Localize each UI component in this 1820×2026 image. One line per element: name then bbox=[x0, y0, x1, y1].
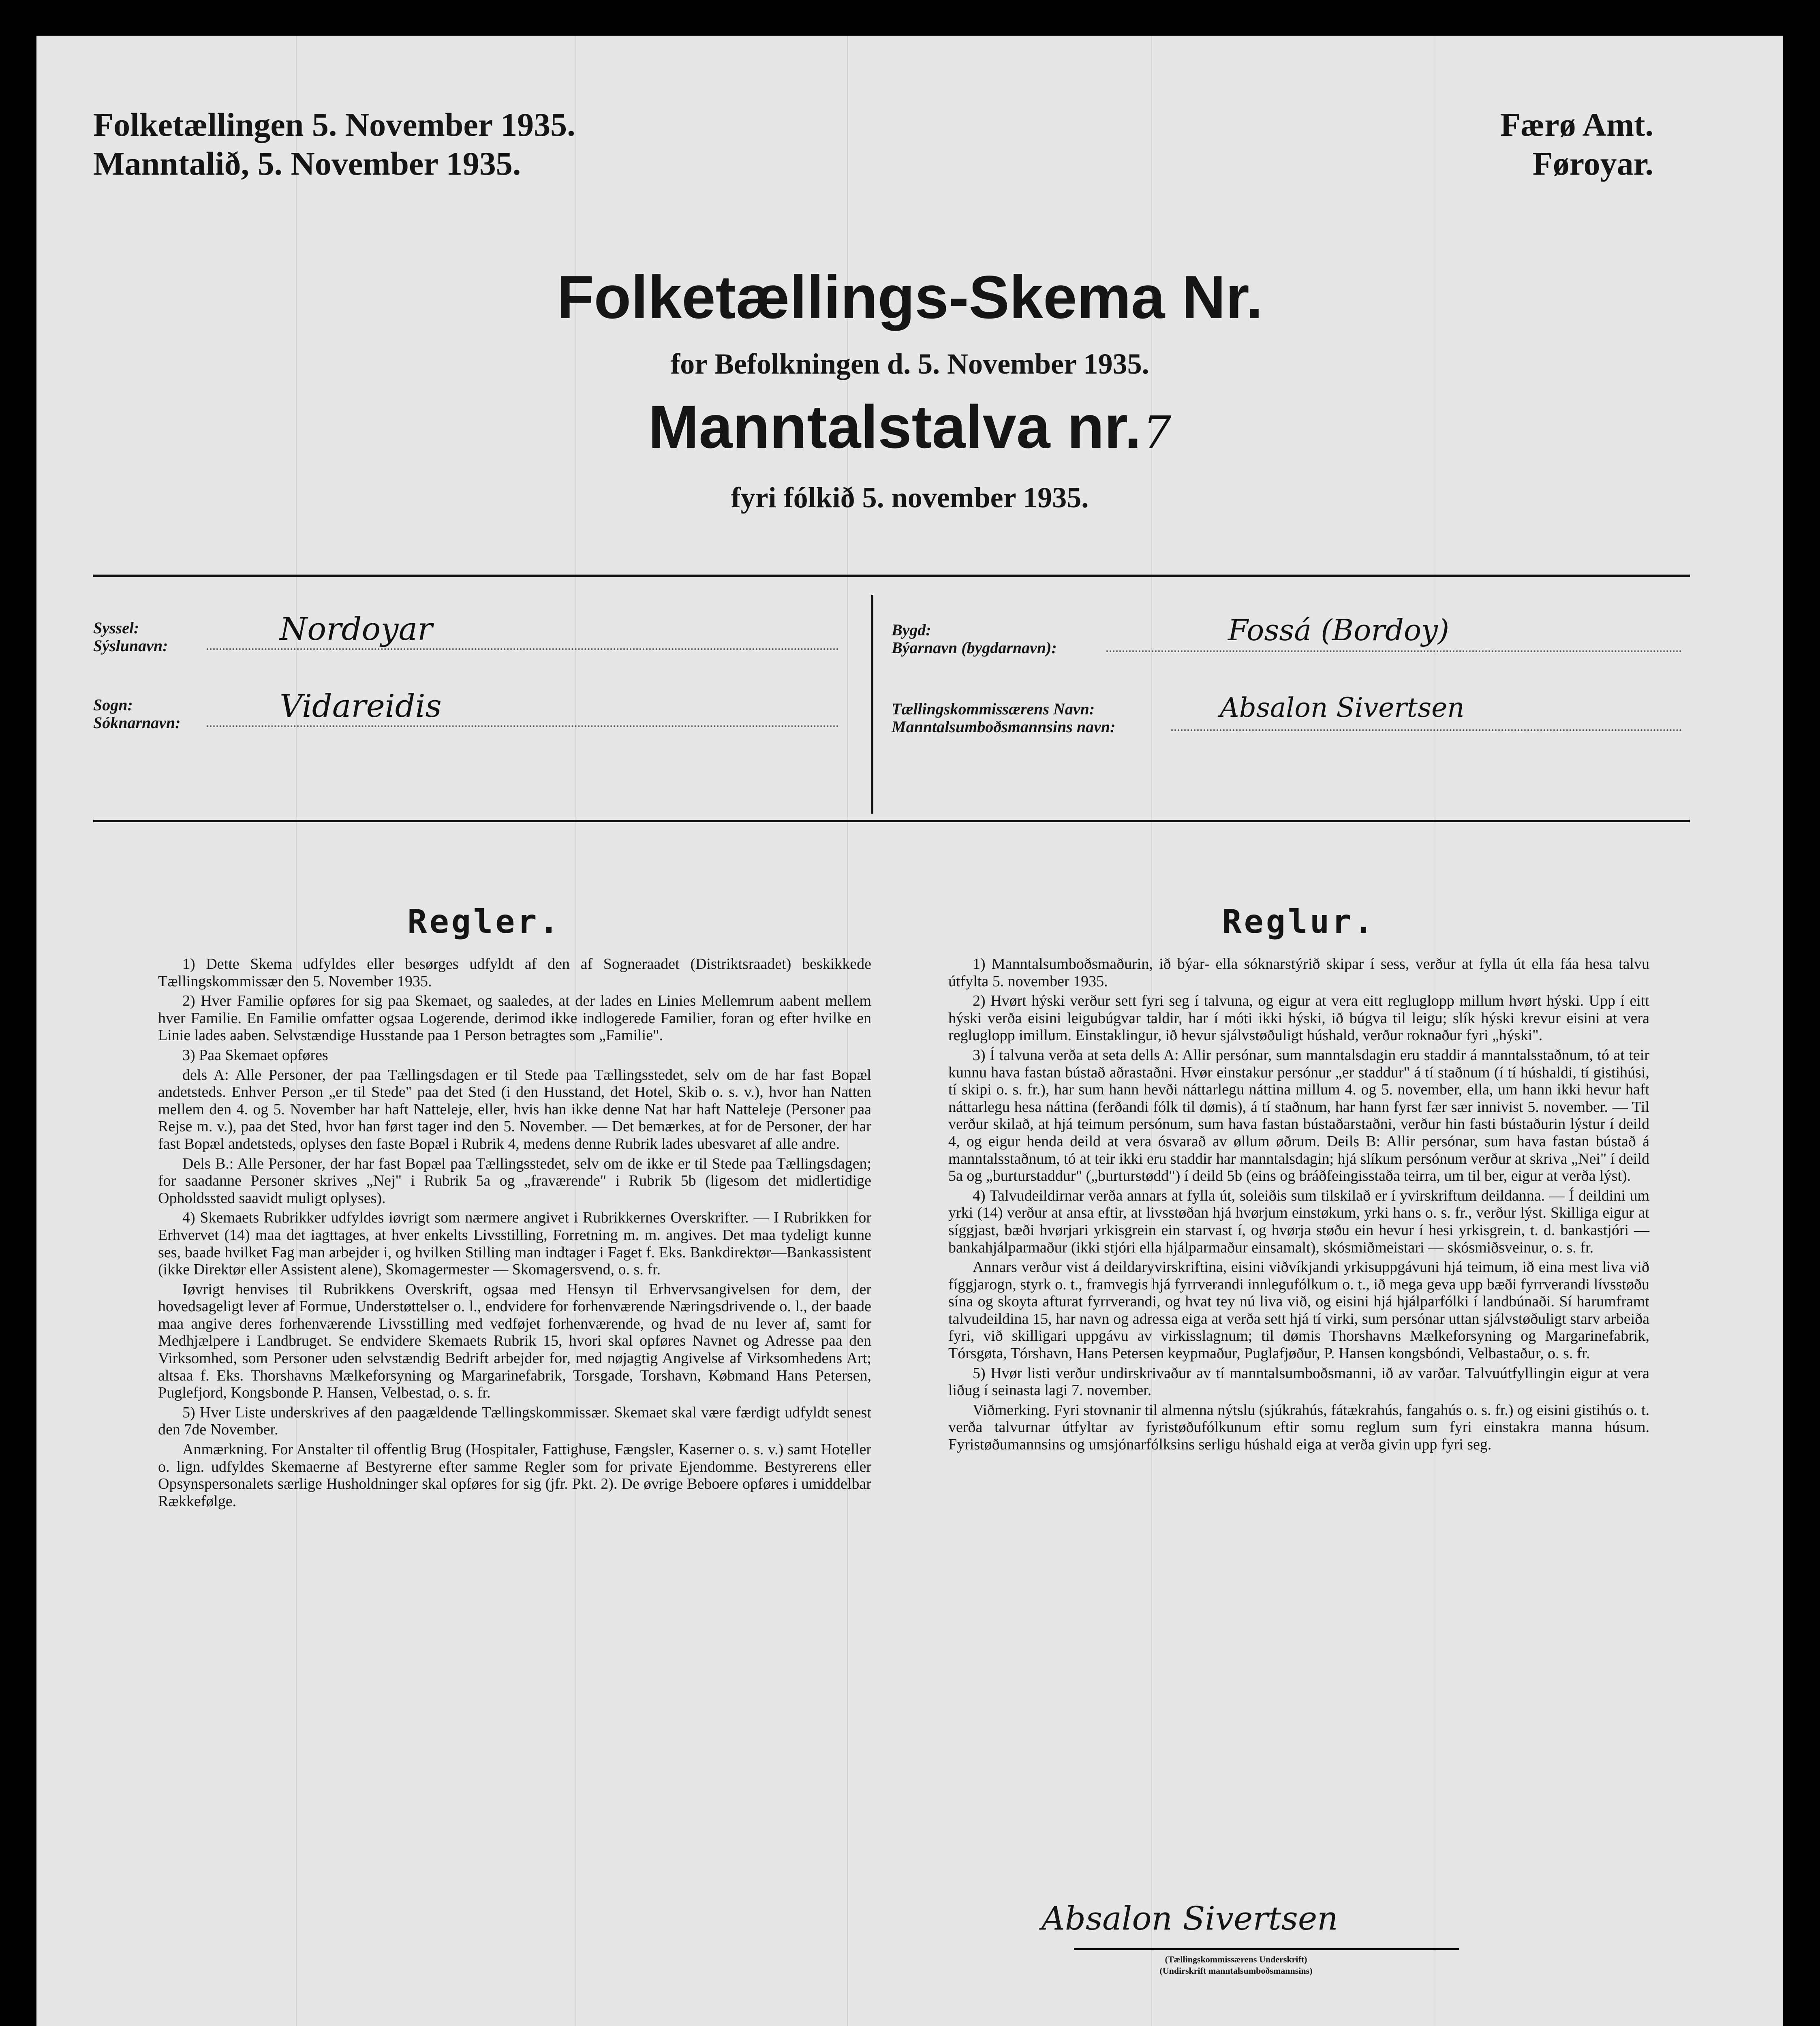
regler-paragraph: Iøvrigt henvises til Rubrikkens Overskrift, ogsaa med Hensyn til Erhvervsangivelsen for dem, der hovedsageligt lever af Formue, Understøttelser o. l., endvidere for forhenværende Næringsdrivende o. l., der baade maa angive deres forhenværende Livsstilling med vedføjet forhenværende, og hvad de nu lever af, samt for Medhjælpere i Landbruget. Se endvidere Skemaets Rubrik 15, hvori skal opføres Navnet og Adresse paa den Virksomhed, som Personer uden selvstændig Bedrift arbejder for, med nøjagtig Angivelse af Virksomhedens Art; altsaa f. Eks. Thorshavns Mælkeforsyning og Margarinefabrik, Torsgade, Torshavn, Købmand Hans Petersen, Puglefjord, Kongsbonde P. Hansen, Velbestad, o. s. fr. bbox=[158, 1280, 871, 1402]
kommissaer-label bbox=[892, 700, 1115, 736]
field-box-divider bbox=[871, 595, 873, 814]
regler-title: Regler. bbox=[407, 903, 561, 940]
signature-caption-da: (Tællingskommissærens Underskrift) bbox=[1165, 1954, 1307, 1964]
sogn-value-field: Vidareidis bbox=[207, 688, 839, 727]
signature-handwritten: Absalon Sivertsen bbox=[1042, 1900, 1338, 1937]
header-right-line1: Færø Amt. bbox=[1500, 106, 1653, 143]
regler-paragraph: 2) Hver Familie opføres for sig paa Skemaet, og saaledes, at der lades en Linies Mellemrum aabent mellem hver Familie. En Familie omfatter ogsaa Logerende, derimod ikke indlogerede Familier, foran og efter hvilke en Linie lades aaben. Selvstændige Husstande paa 1 Person betragtes som „Familie". bbox=[158, 992, 871, 1044]
regler-column bbox=[158, 955, 871, 1512]
sogn-label-da: Sogn: bbox=[93, 696, 133, 714]
field-box-top-rule bbox=[93, 575, 1690, 577]
regler-paragraph: Anmærkning. For Anstalter til offentlig Brug (Hospitaler, Fattighuse, Fængsler, Kaserner o. s. v.) samt Hoteller o. lign. udfyldes Skemaerne af Bestyrerne efter samme Regler som for private Ejendomme. Bestyrerens eller Opsynspersonalets særlige Husholdninger skal opføres for sig (jfr. Pkt. 2). De øvrige Beboere opføres i umiddelbar Rækkefølge. bbox=[158, 1441, 871, 1510]
regler-paragraph: dels A: Alle Personer, der paa Tællingsdagen er til Stede paa Tællingsstedet, selv om de har fast Bopæl andetsteds. Enhver Person „er til Stede" paa det Sted (i den Husstand, det Hotel, Skib o. s. v.), hvor han Natten mellem den 4. og 5. November har haft Natteleje, eller, hvis han ikke denne Nat har haft Natteleje (Personer paa Rejse m. v.), paa det Sted, hvor han først tager ind den 5. November. — Det bemærkes, at for de Personer, der har fast Bopæl andetsteds, oplyses den faste Bopæl i Rubrik 4, medens denne Rubrik lades ubesvaret af alle andre. bbox=[158, 1066, 871, 1152]
kommissaer-label-da: Tællingskommissærens Navn: bbox=[892, 700, 1095, 718]
regler-paragraph: 1) Dette Skema udfyldes eller besørges udfyldt af den af Sogneraadet (Distriktsraadet) beskikkede Tællingskommissær den 5. November 1935. bbox=[158, 955, 871, 990]
reglur-paragraph: 5) Hvør listi verður undirskrivaður av tí manntalsumboðsmanni, ið av varðar. Talvuútfyllingin eigur at vera liðug í seinasta lagi 7. november. bbox=[948, 1364, 1649, 1399]
kommissaer-label-fo: Manntalsumboðsmannsins navn: bbox=[892, 718, 1116, 736]
reglur-paragraph: Viðmerking. Fyri stovnanir til almenna nýtslu (sjúkrahús, fátækrahús, fangahús o. s. fr.) og eisini gistihús o. t. verða talvurnar útfyltar av fyristøðufólkunum eftir somu reglum sum fyri einstakra manna húsum. Fyristøðumannsins og umsjónarfólksins serligu húshald eiga at verða givin upp fyri seg. bbox=[948, 1401, 1649, 1453]
regler-paragraph: 3) Paa Skemaet opføres bbox=[182, 1046, 328, 1064]
reglur-paragraph: 1) Manntalsumboðsmaðurin, ið býar- ella sóknarstýrið skipar í sess, verður at fylla út ella fáa hesa talvu útfylta 5. november 1935. bbox=[948, 955, 1649, 990]
bygd-value-field: Fossá (Bordoy) bbox=[1106, 613, 1682, 652]
syssel-value-field: Nordoyar bbox=[207, 611, 839, 650]
signature-line bbox=[1074, 1948, 1459, 1950]
reglur-paragraph: 4) Talvudeildirnar verða annars at fylla út, soleiðis sum tilskilað er í yvirskriftum deildanna. — Í deildini um yrki (14) verður at ansa eftir, at livsstøðan hjá hvørjum einstøkum, yrki hans o. s. fr., verður lýst. Skilliga eigur at síggjast, bæði hvørjari yrkisgrein ein starvast í, og hvørja støðu ein hevur í hesi yrkisgrein, t. d. bankastjóri — bankahjálparmaður (ikki stjóri ella hjálparmaður einsamalt), skósmiðmeistari — skósmiðsveinur, o. s. fr. bbox=[948, 1187, 1649, 1256]
regler-paragraph: 4) Skemaets Rubrikker udfyldes iøvrigt som nærmere angivet i Rubrikkernes Overskrifter. — I Rubrikken for Erhvervet (14) maa det iagttages, at hver enkelts Livsstilling, Forretning m. m. angives. Det maa tydeligt kunne ses, baade hvilket Fag man arbejder i, og hvilken Stilling man indtager i Faget f. Eks. Bankdirektør—Bankassistent (ikke Direktør eller Assistent alene), Skomagermester — Skomagersvend, o. s. fr. bbox=[158, 1209, 871, 1278]
bygd-label-da: Bygd: bbox=[892, 621, 931, 639]
header-left-line2: Manntalið, 5. November 1935. bbox=[93, 145, 521, 182]
form-title-faroese bbox=[36, 392, 1783, 461]
syssel-label-da: Syssel: bbox=[93, 619, 139, 637]
form-subtitle-faroese: fyri fólkið 5. november 1935. bbox=[731, 481, 1089, 514]
header-left-line1: Folketællingen 5. November 1935. bbox=[93, 106, 575, 143]
census-form-page bbox=[36, 36, 1783, 2026]
regler-paragraph: Dels B.: Alle Personer, der har fast Bopæl paa Tællingsstedet, selv om de ikke er til Stede paa Tællingsdagen; for saadanne Personer skrives „Nej" i Rubrik 5a og „fraværende" i Rubrik 5b (ligesom det midlertidige Opholdssted saavidt muligt oplyses). bbox=[158, 1155, 871, 1207]
form-number-handwritten: 7 bbox=[1143, 406, 1172, 458]
field-box-bottom-rule bbox=[93, 820, 1690, 822]
signature-caption-fo: (Undirskrift manntalsumboðsmannsins) bbox=[1159, 1966, 1313, 1976]
reglur-paragraph: 3) Í talvuna verða at seta dells A: Allir persónar, sum manntalsdagin eru staddir á manntalsstaðnum, tó at teir kunnu hava fastan bústað aðrastaðni. Hvør einstakur persónur „er staddur" á tí staðnum (í tí húshaldi, tí gistihúsi, tí skipi o. s. fr.), har sum hann hevði náttarlegu náttina millum 4. og 5. november, ella, um hann ikki hevur haft náttarlegu hesa náttina (ferðandi fólk til dømis), á tí staðnum, har hann fyrst fær sær innivist 5. november. — Til verður skilað, at hjá teimum persónum, sum hava fastan bústaðarstaðni, verður hin fasti bústaðurin lýstur í deild 4, og eigur henda deild at vera ósvarað av øllum øðrum. Deils B: Allir persónar, sum hava fastan bústað á manntalsstaðnum, tó at teir ikki eru staddir har manntalsdagin; hjá slíkum persónum verður at skriva „Nei" í deild 5a og „burturstaddur" („burturstødd") í deild 5b (eins og bráðfeingisstaða teirra, um til ber, eigur at verða lýst). bbox=[948, 1046, 1649, 1185]
form-title-danish: Folketællings-Skema Nr. bbox=[556, 263, 1263, 331]
reglur-column bbox=[948, 955, 1649, 1456]
reglur-title: Reglur. bbox=[1222, 903, 1376, 940]
regler-paragraph: 5) Hver Liste underskrives af den paagældende Tællingskommissær. Skemaet skal være færdigt udfyldt senest den 7de November. bbox=[158, 1404, 871, 1438]
reglur-paragraph: 2) Hvørt hýski verður sett fyri seg í talvuna, og eigur at vera eitt regluglopp millum hvørt hýski. Upp í eitt hýski verða eisini leigubúgvar taldir, har í móti ikki hýski, ið búgva til leigu; slík hýski krevur eisini at vera regluglopp imillum. Einstaklingur, ið hevur sjálvstøðuligt húshald, verður roknaður fyri „hýski". bbox=[948, 992, 1649, 1044]
syssel-label bbox=[93, 619, 168, 655]
bygd-label bbox=[892, 621, 1057, 657]
reglur-paragraph: Annars verður vist á deildaryvirskriftina, eisini viðvíkjandi yrkisuppgávuni hjá teimum, ið eina mest liva við fíggjarogn, styrk o. t., framvegis hjá fyrrverandi innlegufólkum o. t., ið mega geva upp bæði fyrrverandi lívsstøðu sína og skoyta afturat fyrrverandi, og hvat tey nú liva við, og eisini hjá hjálparfólki í landbúnaði. Sí harumframt talvudeildina 15, har navn og adressa eiga at verða sett hjá tí virki, sum persónar uttan sjálvstøðuligt starv arbeiða fyri, við skilligari uppgávu av virkisslagnum; til dømis Thorshavns Mælkeforsyning og Margarinefabrik, Tórsgøta, Tórshavn, Hans Petersen keypmaður, Puglafjøður, P. Hansen kongsbóndi, Velbastaður, o. s. fr. bbox=[948, 1259, 1649, 1362]
form-subtitle-danish: for Befolkningen d. 5. November 1935. bbox=[670, 348, 1149, 380]
sogn-label bbox=[93, 696, 181, 732]
syssel-label-fo: Sýslunavn: bbox=[93, 637, 168, 655]
header-right-line2: Føroyar. bbox=[1532, 145, 1653, 182]
kommissaer-value-field: Absalon Sivertsen bbox=[1171, 692, 1682, 731]
sogn-label-fo: Sóknarnavn: bbox=[93, 714, 181, 732]
bygd-label-fo: Býarnavn (bygdarnavn): bbox=[892, 639, 1057, 657]
form-title-faroese-text: Manntalstalva nr. bbox=[648, 393, 1142, 461]
